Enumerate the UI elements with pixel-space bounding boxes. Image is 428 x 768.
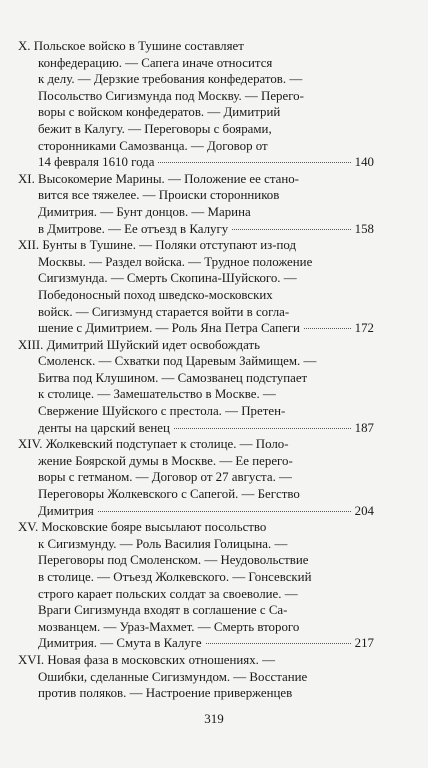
toc-line [18,652,374,669]
chapter-summary-text: жение Боярской думы в Москве. — Ее перего- [38,453,293,468]
chapter-summary-text: Победоносный поход шведско-московских [38,287,273,302]
dot-leader [232,229,350,230]
chapter-summary-text: бежит в Калугу. — Переговоры с боярами, [38,121,272,136]
toc-line [18,55,374,72]
chapter-summary-text: против поляков. — Настроение приверженцев [38,686,293,701]
toc-line [18,486,374,503]
chapter-summary-text: Враги Сигизмунда входят в соглашение с Са- [38,603,288,618]
toc-entry [18,652,374,702]
dot-leader [304,328,351,329]
toc-line [18,287,374,304]
toc-page-number: 217 [354,636,374,651]
chapter-summary-text: Сигизмунда. — Смерть Скопина-Шуйского. — [38,271,297,286]
chapter-summary-text: Посольство Сигизмунда под Москву. — Перего- [38,88,304,103]
toc-line [18,370,374,387]
toc-line [18,503,374,520]
toc-line [18,204,374,221]
toc-entry [18,519,374,652]
toc-entry [18,171,374,237]
toc-line [18,104,374,121]
toc-line [18,237,374,254]
chapter-heading-text: XVI. Новая фаза в московских отношениях. — [18,652,275,667]
chapter-summary-text: Переговоры под Смоленском. — Неудовольствие [38,553,309,568]
chapter-summary-text: вится все тяжелее. — Происки сторонников [38,188,280,203]
toc-line [18,337,374,354]
toc-entry [18,337,374,437]
chapter-heading-text: XIV. Жолкевский подступает к столице. — Поло- [18,437,289,452]
toc-line [18,71,374,88]
toc-line [18,304,374,321]
toc-line [18,138,374,155]
chapter-summary-text: к столице. — Замешательство в Москве. — [38,387,276,402]
dot-leader [206,643,351,644]
chapter-summary-text: мозванцем. — Ураз-Махмет. — Смерть второго [38,619,300,634]
dot-leader [98,511,351,512]
dot-leader [158,162,350,163]
toc-line [18,619,374,636]
toc-line [18,536,374,553]
toc-page-number: 172 [354,321,374,336]
chapter-summary-text: сторонниками Самозванца. — Договор от [38,138,268,153]
toc-line [18,270,374,287]
toc-line [18,88,374,105]
toc-line [18,453,374,470]
chapter-summary-text: Свержение Шуйского с престола. — Претен- [38,404,286,419]
toc-page-number: 140 [354,155,374,170]
toc-line [18,552,374,569]
chapter-summary-text: Ошибки, сделанные Сигизмундом. — Восстание [38,669,308,684]
chapter-heading-text: XV. Московские бояре высылают посольство [18,520,267,535]
toc-line [18,602,374,619]
chapter-summary-text: шение с Димитрием. — Роль Яна Петра Сапеги [38,321,300,336]
toc-line [18,154,374,171]
chapter-summary-text: в Дмитрове. — Ее отъезд в Калугу [38,221,229,236]
page-number: 319 [204,711,224,726]
chapter-summary-text: денты на царский венец [38,420,170,435]
chapter-summary-text: Димитрия [38,503,94,518]
chapter-summary-text: строго карает польских солдат за своеволие. — [38,586,298,601]
chapter-summary-text: Москвы. — Раздел войска. — Трудное положение [38,254,313,269]
chapter-summary-text: к делу. — Дерзкие требования конфедератов. — [38,72,303,87]
toc-entry [18,436,374,519]
chapter-summary-text: воры с войском конфедератов. — Димитрий [38,105,281,120]
toc-page-number: 204 [354,503,374,518]
chapter-summary-text: в столице. — Отъезд Жолкевского. — Гонсевский [38,570,312,584]
toc-page-number: 187 [354,420,374,435]
chapter-summary-text: к Сигизмунду. — Роль Василия Голицына. — [38,536,288,551]
toc-line [18,403,374,420]
toc-line [18,386,374,403]
toc-line [18,353,374,370]
toc-line [18,685,374,702]
toc-entry [18,38,374,171]
toc-line [18,221,374,238]
toc-line [18,420,374,437]
chapter-summary-text: Смоленск. — Схватки под Царевым Займищем. — [38,354,317,369]
toc-line [18,171,374,188]
chapter-summary-text: войск. — Сигизмунд старается войти в согла- [38,304,290,319]
toc-page-number: 158 [354,221,374,236]
chapter-summary-text: Димитрия. — Бунт донцов. — Марина [38,204,251,219]
toc-line [18,519,374,536]
toc-line [18,121,374,138]
chapter-heading-text: XI. Высокомерие Марины. — Положение ее стано- [18,171,299,186]
toc-line [18,436,374,453]
chapter-summary-text: 14 февраля 1610 года [38,155,155,170]
toc-line [18,669,374,686]
toc-line [18,254,374,271]
chapter-summary-text: Битва под Клушином. — Самозванец подступает [38,370,308,385]
chapter-summary-text: конфедерацию. — Сапега иначе относится [38,55,273,70]
dot-leader [174,428,351,429]
bleed-through-text [402,40,428,680]
toc-line [18,38,374,55]
table-of-contents [18,38,374,702]
toc-line [18,320,374,337]
toc-line [18,569,374,586]
chapter-heading-text: XII. Бунты в Тушине. — Поляки отступают из-под [18,238,297,253]
chapter-summary-text: Димитрия. — Смута в Калуге [38,636,202,651]
toc-line [18,586,374,603]
chapter-summary-text: воры с гетманом. — Договор от 27 августа. — [38,470,292,485]
toc-line [18,187,374,204]
chapter-summary-text: Переговоры Жолкевского с Сапегой. — Бегство [38,487,300,502]
toc-line [18,635,374,652]
chapter-heading-text: X. Польское войско в Тушине составляет [18,39,244,53]
toc-entry [18,237,374,337]
toc-line [18,469,374,486]
chapter-heading-text: XIII. Димитрий Шуйский идет освобождать [18,337,261,352]
